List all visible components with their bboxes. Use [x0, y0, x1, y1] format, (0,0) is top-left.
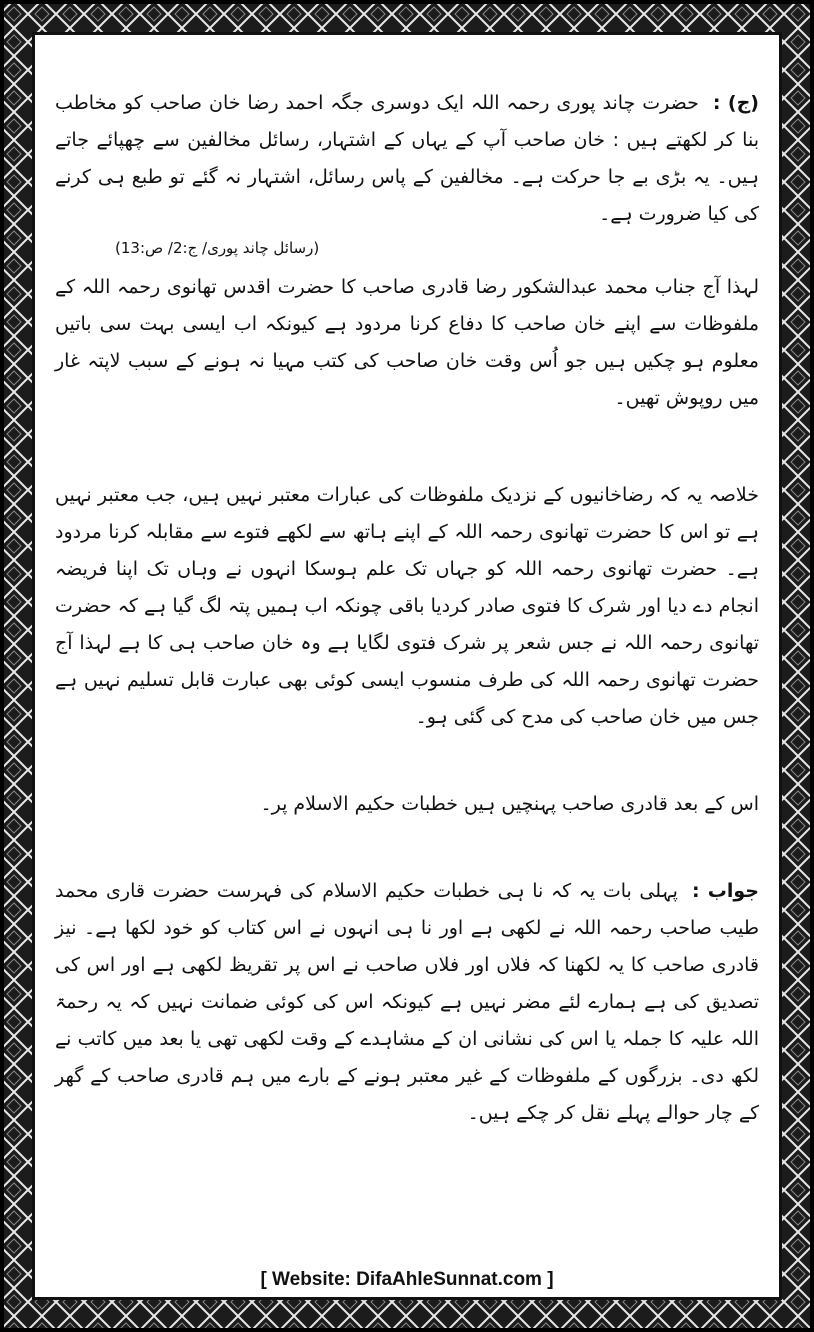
section-j — [55, 85, 759, 233]
answer-label: جواب : — [691, 880, 759, 902]
article-body — [55, 85, 759, 1257]
paragraph-2: لہذا آج جناب محمد عبدالشکور رضا قادری صاحب کا حضرت اقدس تھانوی رحمہ اللہ کے ملفوظات سے اپنے خان صاحب کا دفاع کرنا مردود ہے کیونکہ اب ایسی بہت سی باتیں معلوم ہو چکیں ہیں جو اُس وقت خان صاحب کی کتب مہیا نہ ہونے کے سبب لاپتہ غار میں روپوش تھیں۔ — [55, 276, 759, 409]
section-j-label: (ج) : — [712, 92, 759, 114]
page-panel — [32, 32, 782, 1300]
website-footer: [ Website: DifaAhleSunnat.com ] — [260, 1269, 554, 1290]
paragraph-3: خلاصہ یہ کہ رضاخانیوں کے نزدیک ملفوظات کی عبارات معتبر نہیں ہیں، جب معتبر نہیں ہے تو اس کا حضرت تھانوی رحمہ اللہ کے اپنے ہاتھ سے لکھے فتوے سے مقابلہ کرنا مردود ہے۔ حضرت تھانوی رحمہ اللہ کو جہاں تک علم ہوسکا انہوں نے وہاں تک اپنا فریضہ انجام دے دیا اور شرک کا فتوی صادر کردیا باقی چونکہ اب ہمیں پتہ لگ گیا ہے کہ حضرت تھانوی رحمہ اللہ نے جس شعر پر شرک فتوی لگایا ہے وہ خان صاحب ہی کا ہے لہذا آج حضرت تھانوی رحمہ اللہ کی طرف منسوب ایسی کوئی بھی عبارت قابل تسلیم نہیں ہے جس میں خان صاحب کی مدح کی گئی ہو۔ — [55, 484, 759, 728]
answer-text: پہلی بات یہ کہ نا ہی خطبات حکیم الاسلام کی فہرست حضرت قاری محمد طیب صاحب رحمہ اللہ نے لکھی ہے اور نا ہی انہوں نے اس کتاب کو خود لکھا ہے۔ نیز قادری صاحب کا یہ لکھنا کہ فلاں اور فلاں صاحب نے اس پر تقریظ لکھی ہے اور اس کی تصدیق کی ہے ہمارے لئے مضر نہیں ہے کیونکہ اس کی کوئی ضمانت نہیں کہ یہ رحمۃ اللہ علیہ کا جملہ یا اس کی نشانی ان کے مشاہدے کے وقت لکھی تھی یا بعد میں کاتب نے لکھ دی۔ بزرگوں کے ملفوظات کے غیر معتبر ہونے کے بارے میں ہم قادری صاحب کے گھر کے چار حوالے پہلے نقل کر چکے ہیں۔ — [55, 880, 759, 1124]
paragraph-4: اس کے بعد قادری صاحب پہنچیں ہیں خطبات حکیم الاسلام پر۔ — [260, 793, 759, 815]
citation: (رسائل چاند پوری/ ج:2/ ص:13) — [115, 239, 320, 257]
section-j-text: حضرت چاند پوری رحمہ اللہ ایک دوسری جگہ احمد رضا خان صاحب کو مخاطب بنا کر لکھتے ہیں : خان صاحب آپ کے یہاں کے اشتہار، رسائل مخالفین سے چھپائے جاتے ہیں۔ یہ بڑی بے جا حرکت ہے۔ مخالفین کے پاس رسائل، اشتہار نہ گئے تو طبع ہی کرنے کی کیا ضرورت ہے۔ — [55, 92, 759, 225]
answer-paragraph — [55, 873, 759, 1132]
